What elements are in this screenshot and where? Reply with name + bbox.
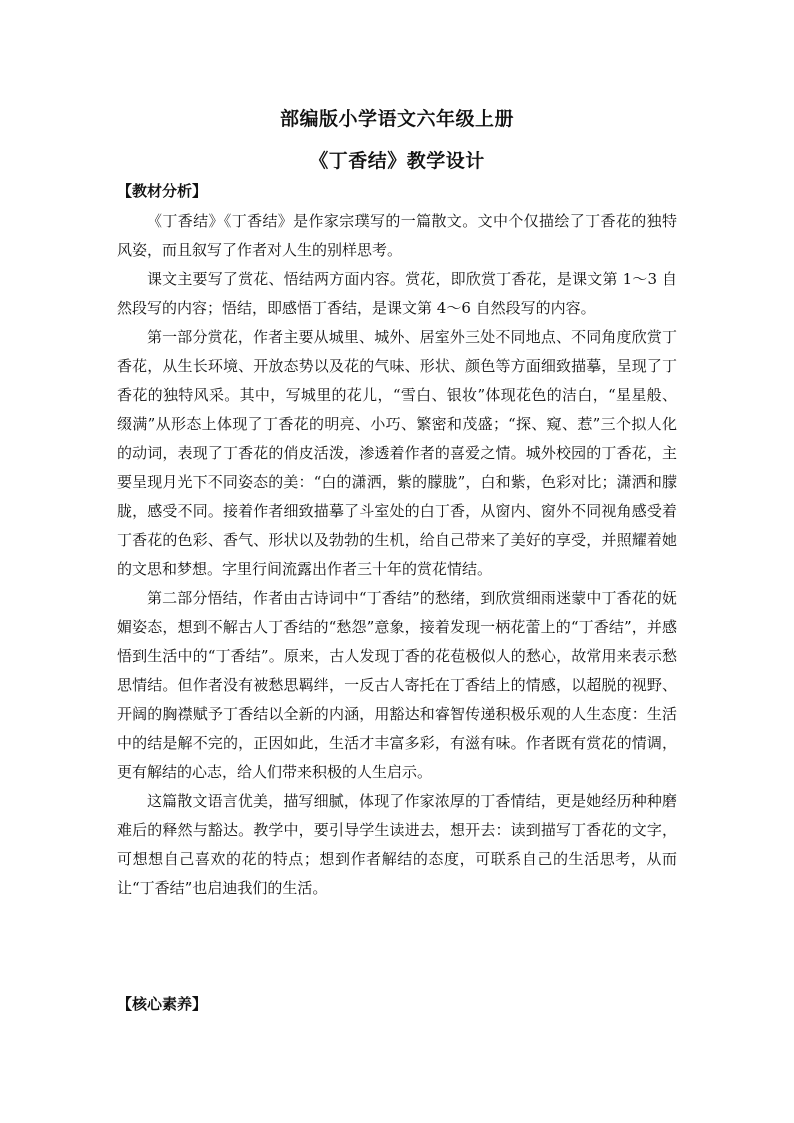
paragraph-intro: 《丁香结》《丁香结》是作家宗璞写的一篇散文。文中个仅描绘了丁香花的独特风姿，而且叙写了作者对人生的别样思考。 <box>117 212 677 259</box>
paragraph-content-overview: 课文主要写了赏花、悟结两方面内容。赏花，即欣赏丁香花，是课文第 1～3 自然段写的内容；悟结，即感悟丁香结，是课文第 4～6 自然段写的内容。 <box>117 270 677 317</box>
paragraph-summary: 这篇散文语言优美，描写细腻，体现了作家浓厚的丁香情结，更是她经历种种磨难后的释然与豁达。教学中，要引导学生读进去，想开去：读到描写丁香花的文字，可想想自己喜欢的花的特点；想到作者解结的态度，可联系自己的生活思考，从而让“丁香结”也启迪我们的生活。 <box>117 792 677 897</box>
section-body-textbook-analysis <box>117 207 677 903</box>
paragraph-part-one: 第一部分赏花，作者主要从城里、城外、居室外三处不同地点、不同角度欣赏丁香花，从生长环境、开放态势以及花的气味、形状、颜色等方面细致描摹，呈现了丁香花的独特风采。其中，写城里的花儿，“雪白、银妆”体现花色的洁白，“星星般、缀满”从形态上体现了丁香花的明亮、小巧、繁密和茂盛；“探、窥、惹”三个拟人化的动词，表现了丁香花的俏皮活泼，渗透着作者的喜爱之情。城外校园的丁香花，主要呈现月光下不同姿态的美：“白的潇洒，紫的朦胧”，白和紫，色彩对比；潇洒和朦胧，感受不同。接着作者细致描摹了斗室处的白丁香，从窗内、窗外不同视角感受着丁香花的色彩、香气、形状以及勃勃的生机，给自己带来了美好的享受，并照耀着她的文思和梦想。字里行间流露出作者三十年的赏花情结。 <box>117 328 677 578</box>
document-subtitle: 《丁香结》教学设计 <box>309 150 485 172</box>
section-heading-textbook-analysis: 【教材分析】 <box>117 182 208 200</box>
document-title: 部编版小学语文六年级上册 <box>279 108 514 130</box>
section-heading-core-literacy: 【核心素养】 <box>117 995 208 1013</box>
paragraph-part-two: 第二部分悟结，作者由古诗词中“丁香结”的愁绪，到欣赏细雨迷蒙中丁香花的妩媚姿态，想到不解古人丁香结的“愁怨”意象，接着发现一柄花蕾上的“丁香结”，并感悟到生活中的“丁香结”。原来，古人发现丁香的花苞极似人的愁心，故常用来表示愁思情结。但作者没有被愁思羁绊，一反古人寄托在丁香结上的情感，以超脱的视野、开阔的胸襟赋予丁香结以全新的内涵，用豁达和睿智传递积极乐观的人生态度：生活中的结是解不完的，正因如此，生活才丰富多彩，有滋有味。作者既有赏花的情调，更有解结的心志，给人们带来积极的人生启示。 <box>117 589 677 781</box>
